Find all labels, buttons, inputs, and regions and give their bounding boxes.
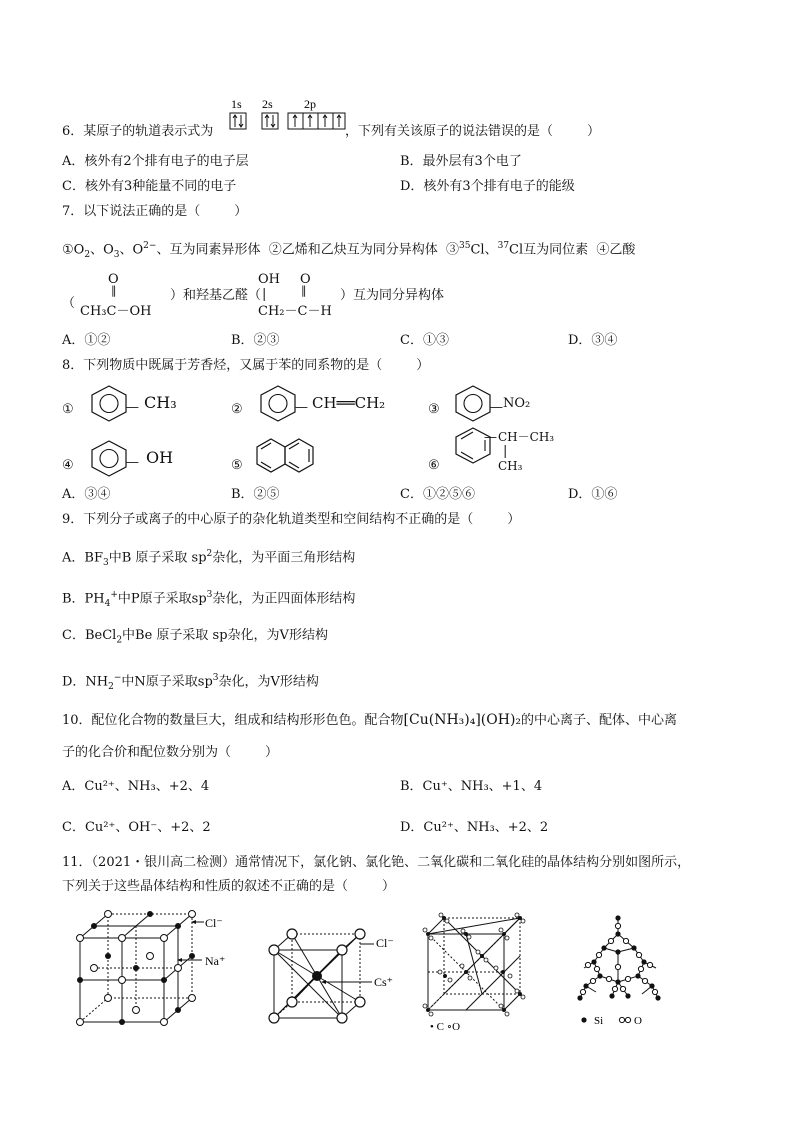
orbital-label-2s: 2s: [262, 97, 273, 111]
q9-d-tail: 杂化，为V形结构: [218, 674, 319, 690]
q9-close-paren: ）: [507, 512, 521, 527]
q9-option-b: [62, 587, 355, 612]
q7-option-c: C．①③: [400, 333, 449, 348]
q7-statements: [62, 238, 635, 263]
q9-d-sup2: 3: [212, 673, 219, 683]
q9-stem: [62, 512, 520, 528]
q6-option-d: D．核外有3个排有电子的能级: [400, 179, 575, 194]
q6-option-b: B．最外层有3个电了: [400, 154, 522, 169]
q7-s3-sup2: 37: [497, 241, 510, 251]
cscl-crystal-figure: [262, 922, 412, 1032]
orbital-label-1s: 1s: [231, 97, 242, 111]
co2-legend: • C ∘O: [430, 1021, 461, 1033]
co2-crystal-figure: [420, 910, 530, 1035]
phenol-oh: OH: [146, 448, 174, 467]
cumene-ch3: CH₃: [498, 459, 523, 473]
q7-open-paren: （: [62, 296, 76, 311]
q8-option-d: D．①⑥: [568, 487, 618, 502]
q9-stem-text: 9．下列分子或离子的中心原子的杂化轨道类型和空间结构不正确的是（: [62, 512, 474, 527]
q9-c-tail: 中Be 原子采取 sp杂化，为V形结构: [122, 628, 328, 643]
styrene-group: CH══CH₂: [312, 394, 386, 412]
cumene-bond: —: [484, 430, 497, 445]
q7-ald-o: O: [300, 272, 311, 287]
phenol-structure: [88, 439, 130, 477]
q8-option-b: B．②⑤: [231, 487, 280, 502]
orbital-diagram: [228, 96, 348, 136]
styrene-structure: [257, 384, 299, 422]
q11-line2-text: 下列关于这些晶体结构和性质的叙述不正确的是（: [62, 879, 349, 894]
q7-mid-text: ）和羟基乙醛（: [170, 288, 262, 303]
q10-option-d: D．Cu²⁺、NH₃、+2、2: [400, 820, 549, 835]
q7-s2: ②乙烯和乙炔互为同分异构体: [268, 242, 438, 258]
q7-ald-bond2: ‖: [301, 284, 307, 297]
q6-stem-suffix: [345, 124, 600, 140]
q9-b-mid: 中P原子采取sp: [117, 591, 207, 607]
q7-s1-o: O: [132, 242, 144, 258]
phenol-bond: —: [126, 455, 139, 470]
q7-tail-text: ）互为同分异构体: [340, 288, 445, 303]
toluene-structure: [88, 384, 130, 422]
q8-label-4: ④: [62, 458, 74, 473]
q8-label-3: ③: [428, 402, 440, 417]
sio2-crystal-figure: [572, 912, 668, 1030]
q10-line1-post: 的中心离子、配体、中心离: [521, 713, 678, 728]
q7-acid-bond: ‖: [111, 284, 117, 297]
q10-option-c: C．Cu²⁺、OH⁻、+2、2: [62, 820, 211, 835]
q7-s1-o3: O: [103, 242, 114, 258]
q9-c-pre: C．BeCl: [62, 628, 117, 643]
q9-d-pre: D．NH: [62, 674, 109, 690]
q8-stem: [62, 358, 429, 374]
q6-option-c: C．核外有3种能量不同的电子: [62, 179, 237, 194]
nitrobenzene-bond: —: [490, 400, 503, 415]
q7-s1-sep1: 、: [90, 242, 104, 258]
nacl-cl-label: Cl⁻: [205, 916, 223, 930]
q6-stem-text: ，下列有关该原子的说法错误的是（: [345, 124, 554, 139]
q9-a-sub: 3: [102, 557, 109, 568]
q11-line1: 11．（2021・银川高二检测）通常情况下，氯化钠、氯化铯、二氧化碳和二氧化硅的晶体结构分别如图所示，: [62, 855, 691, 870]
q7-option-a: A．①②: [62, 333, 111, 348]
q7-s3-cl1: Cl、: [470, 242, 498, 258]
cscl-cs-label: Cs⁺: [374, 975, 394, 989]
nacl-crystal-figure: [72, 908, 242, 1028]
q9-a-tail: 杂化，为平面三角形结构: [212, 550, 356, 566]
toluene-bond: —: [126, 400, 139, 415]
naphthalene-structure: [255, 436, 319, 476]
q8-label-5: ⑤: [231, 458, 243, 473]
q7-stem-text: 7．以下说法正确的是（: [62, 204, 201, 219]
q9-a-mid: 中B 原子采取 sp: [108, 550, 207, 566]
q7-acid-o: O: [108, 272, 119, 287]
q7-s1-circle: ①: [62, 242, 74, 258]
q11-close-paren: ）: [382, 879, 396, 894]
q9-d-sub: 2: [108, 681, 114, 692]
q9-d-sup: −: [113, 673, 122, 683]
q7-s1-o2-sub: 2: [84, 249, 91, 260]
nitrobenzene-structure: [452, 384, 494, 422]
q6-close-paren: ）: [587, 124, 601, 139]
q8-stem-text: 8．下列物质中既属于芳香烃，又属于苯的同系物的是（: [62, 358, 383, 373]
q10-formula: [Cu(NH₃)₄](OH)₂: [403, 712, 522, 728]
q10-line2-text: 子的化合价和配位数分别为（: [62, 745, 232, 760]
q7-ald-oh: OH: [258, 272, 280, 287]
q9-a-pre: A．BF: [62, 550, 103, 566]
q9-b-pre: B．PH: [62, 591, 105, 607]
orbital-label-2p: 2p: [304, 97, 316, 111]
q7-s3-tail: Cl互为同位素: [509, 242, 589, 258]
q7-s4: ④乙酸: [596, 242, 636, 258]
q9-a-sup: 2: [206, 549, 213, 559]
q8-close-paren: ）: [416, 358, 430, 373]
q7-acid-formula: CH₃C－OH: [80, 304, 152, 319]
q9-b-tail: 杂化，为正四面体形结构: [212, 591, 356, 607]
q9-option-d: [62, 670, 319, 695]
q11-line2: [62, 879, 395, 895]
q9-option-a: [62, 546, 355, 571]
styrene-bond: —: [295, 400, 308, 415]
q7-s3-sup1: 35: [459, 241, 471, 251]
q6-option-a: A．核外有2个排有电子的电子层: [62, 154, 249, 169]
q10-option-b: B．Cu⁺、NH₃、+1、4: [400, 779, 543, 794]
q7-option-b: B．②③: [231, 333, 280, 348]
toluene-ch3: CH₃: [144, 393, 177, 412]
cumene-ch-ch3: CH－CH₃: [498, 430, 555, 444]
q7-s1-sep2: 、: [119, 242, 133, 258]
q6-stem-prefix: 6．某原子的轨道表示式为: [62, 124, 214, 139]
q8-option-c: C．①②⑤⑥: [400, 487, 475, 502]
nacl-na-label: Na⁺: [205, 954, 226, 968]
q7-ald-formula: CH₂－C－H: [258, 304, 332, 319]
q9-c-sub: 2: [116, 635, 123, 646]
q7-option-d: D．③④: [568, 333, 618, 348]
q7-s3-circle: ③: [446, 242, 460, 258]
q9-b-sup: +: [110, 590, 118, 600]
q7-ald-bond1: |: [262, 287, 267, 302]
q10-option-a: A．Cu²⁺、NH₃、+2、4: [62, 779, 210, 794]
cumene-branch-bond: |: [503, 444, 508, 459]
q9-b-sup2: 3: [206, 590, 213, 600]
q8-label-1: ①: [62, 402, 74, 417]
nitrobenzene-no2: NO₂: [503, 396, 531, 411]
q8-label-2: ②: [231, 402, 243, 417]
q10-line1-pre: 10．配位化合物的数量巨大，组成和结构形形色色。配合物: [62, 713, 404, 728]
q8-option-a: A．③④: [62, 487, 111, 502]
q9-b-sub: 4: [104, 598, 111, 609]
q10-close-paren: ）: [265, 745, 279, 760]
q8-label-6: ⑥: [428, 458, 440, 473]
cscl-cl-label: Cl⁻: [376, 936, 394, 950]
q7-s1-o3-sub: 3: [113, 249, 120, 260]
sio2-o-label: O: [634, 1015, 642, 1027]
q9-d-mid: 中N原子采取sp: [121, 674, 213, 690]
q7-s1-tail: 、互为同素异形体: [156, 242, 261, 258]
q10-line2: [62, 745, 278, 761]
q7-s1-o2: O: [73, 242, 85, 258]
q9-option-c: [62, 628, 328, 649]
q10-line1: [62, 712, 677, 729]
sio2-si-label: Si: [594, 1015, 604, 1027]
q7-close-paren: ）: [234, 204, 248, 219]
q7-stem: [62, 204, 247, 220]
q7-s1-o-sup: 2−: [143, 241, 157, 251]
